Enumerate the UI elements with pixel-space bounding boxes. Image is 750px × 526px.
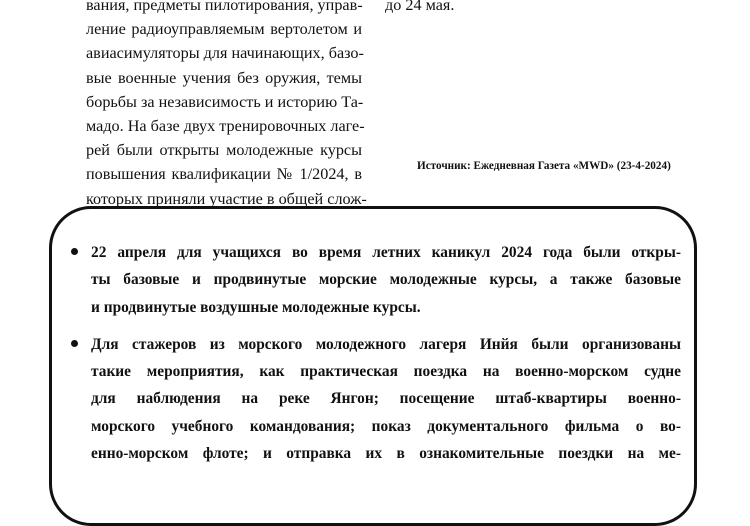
bullet-list bbox=[91, 239, 681, 467]
bullet-text-line: такие мероприятия, как практическая поездка на военно-морском судне bbox=[91, 363, 681, 381]
text-line: повышения квалификации № 1/2024, в bbox=[86, 165, 362, 184]
text-line: мадо. На базе двух тренировочных лаге- bbox=[86, 117, 365, 136]
text-line: рей были открыты молодежные курсы bbox=[86, 141, 362, 160]
text-line: вые военные учения без оружия, темы bbox=[86, 68, 362, 87]
bullet-item bbox=[91, 331, 681, 467]
bullet-text-line: 22 апреля для учащихся во время летних каникул 2024 года были откры- bbox=[91, 244, 681, 261]
text-line: которых приняли участие в общей слож- bbox=[86, 189, 367, 208]
article-left-column bbox=[86, 0, 367, 211]
bullet-item bbox=[91, 239, 681, 321]
article-right-column bbox=[385, 0, 454, 17]
bullet-dot-icon bbox=[71, 340, 78, 347]
source-citation: Источник: Ежедневная Газета «MWD» (23-4-2024) bbox=[417, 160, 671, 172]
bullet-text-line: морского учебного командования; показ документального фильма о во- bbox=[91, 417, 681, 435]
text-line: до 24 мая. bbox=[385, 0, 455, 14]
bullet-text-line: для наблюдения на реке Янгон; посещение штаб-квартиры военно- bbox=[91, 390, 681, 408]
bullet-text-line: и продвинутые воздушные молодежные курсы. bbox=[91, 298, 421, 316]
bullet-text-line: Для стажеров из морского молодежного лагеря Инйя были организованы bbox=[91, 335, 681, 353]
bullet-text-line: енно-морском флоте; и отправка их в ознакомительные поездки на ме- bbox=[91, 445, 681, 463]
text-line: вания, предметы пилотирования, управ- bbox=[86, 0, 363, 14]
text-line: ление радиоуправляемым вертолетом и bbox=[86, 20, 362, 39]
bullet-text-line: ты базовые и продвинутые морские молодежные курсы, а также базовые bbox=[91, 271, 681, 289]
bullet-dot-icon bbox=[71, 248, 78, 255]
text-line: авиасимуляторы для начинающих, базо- bbox=[86, 44, 364, 63]
text-line: борьбы за независимость и историю Та- bbox=[86, 92, 364, 111]
